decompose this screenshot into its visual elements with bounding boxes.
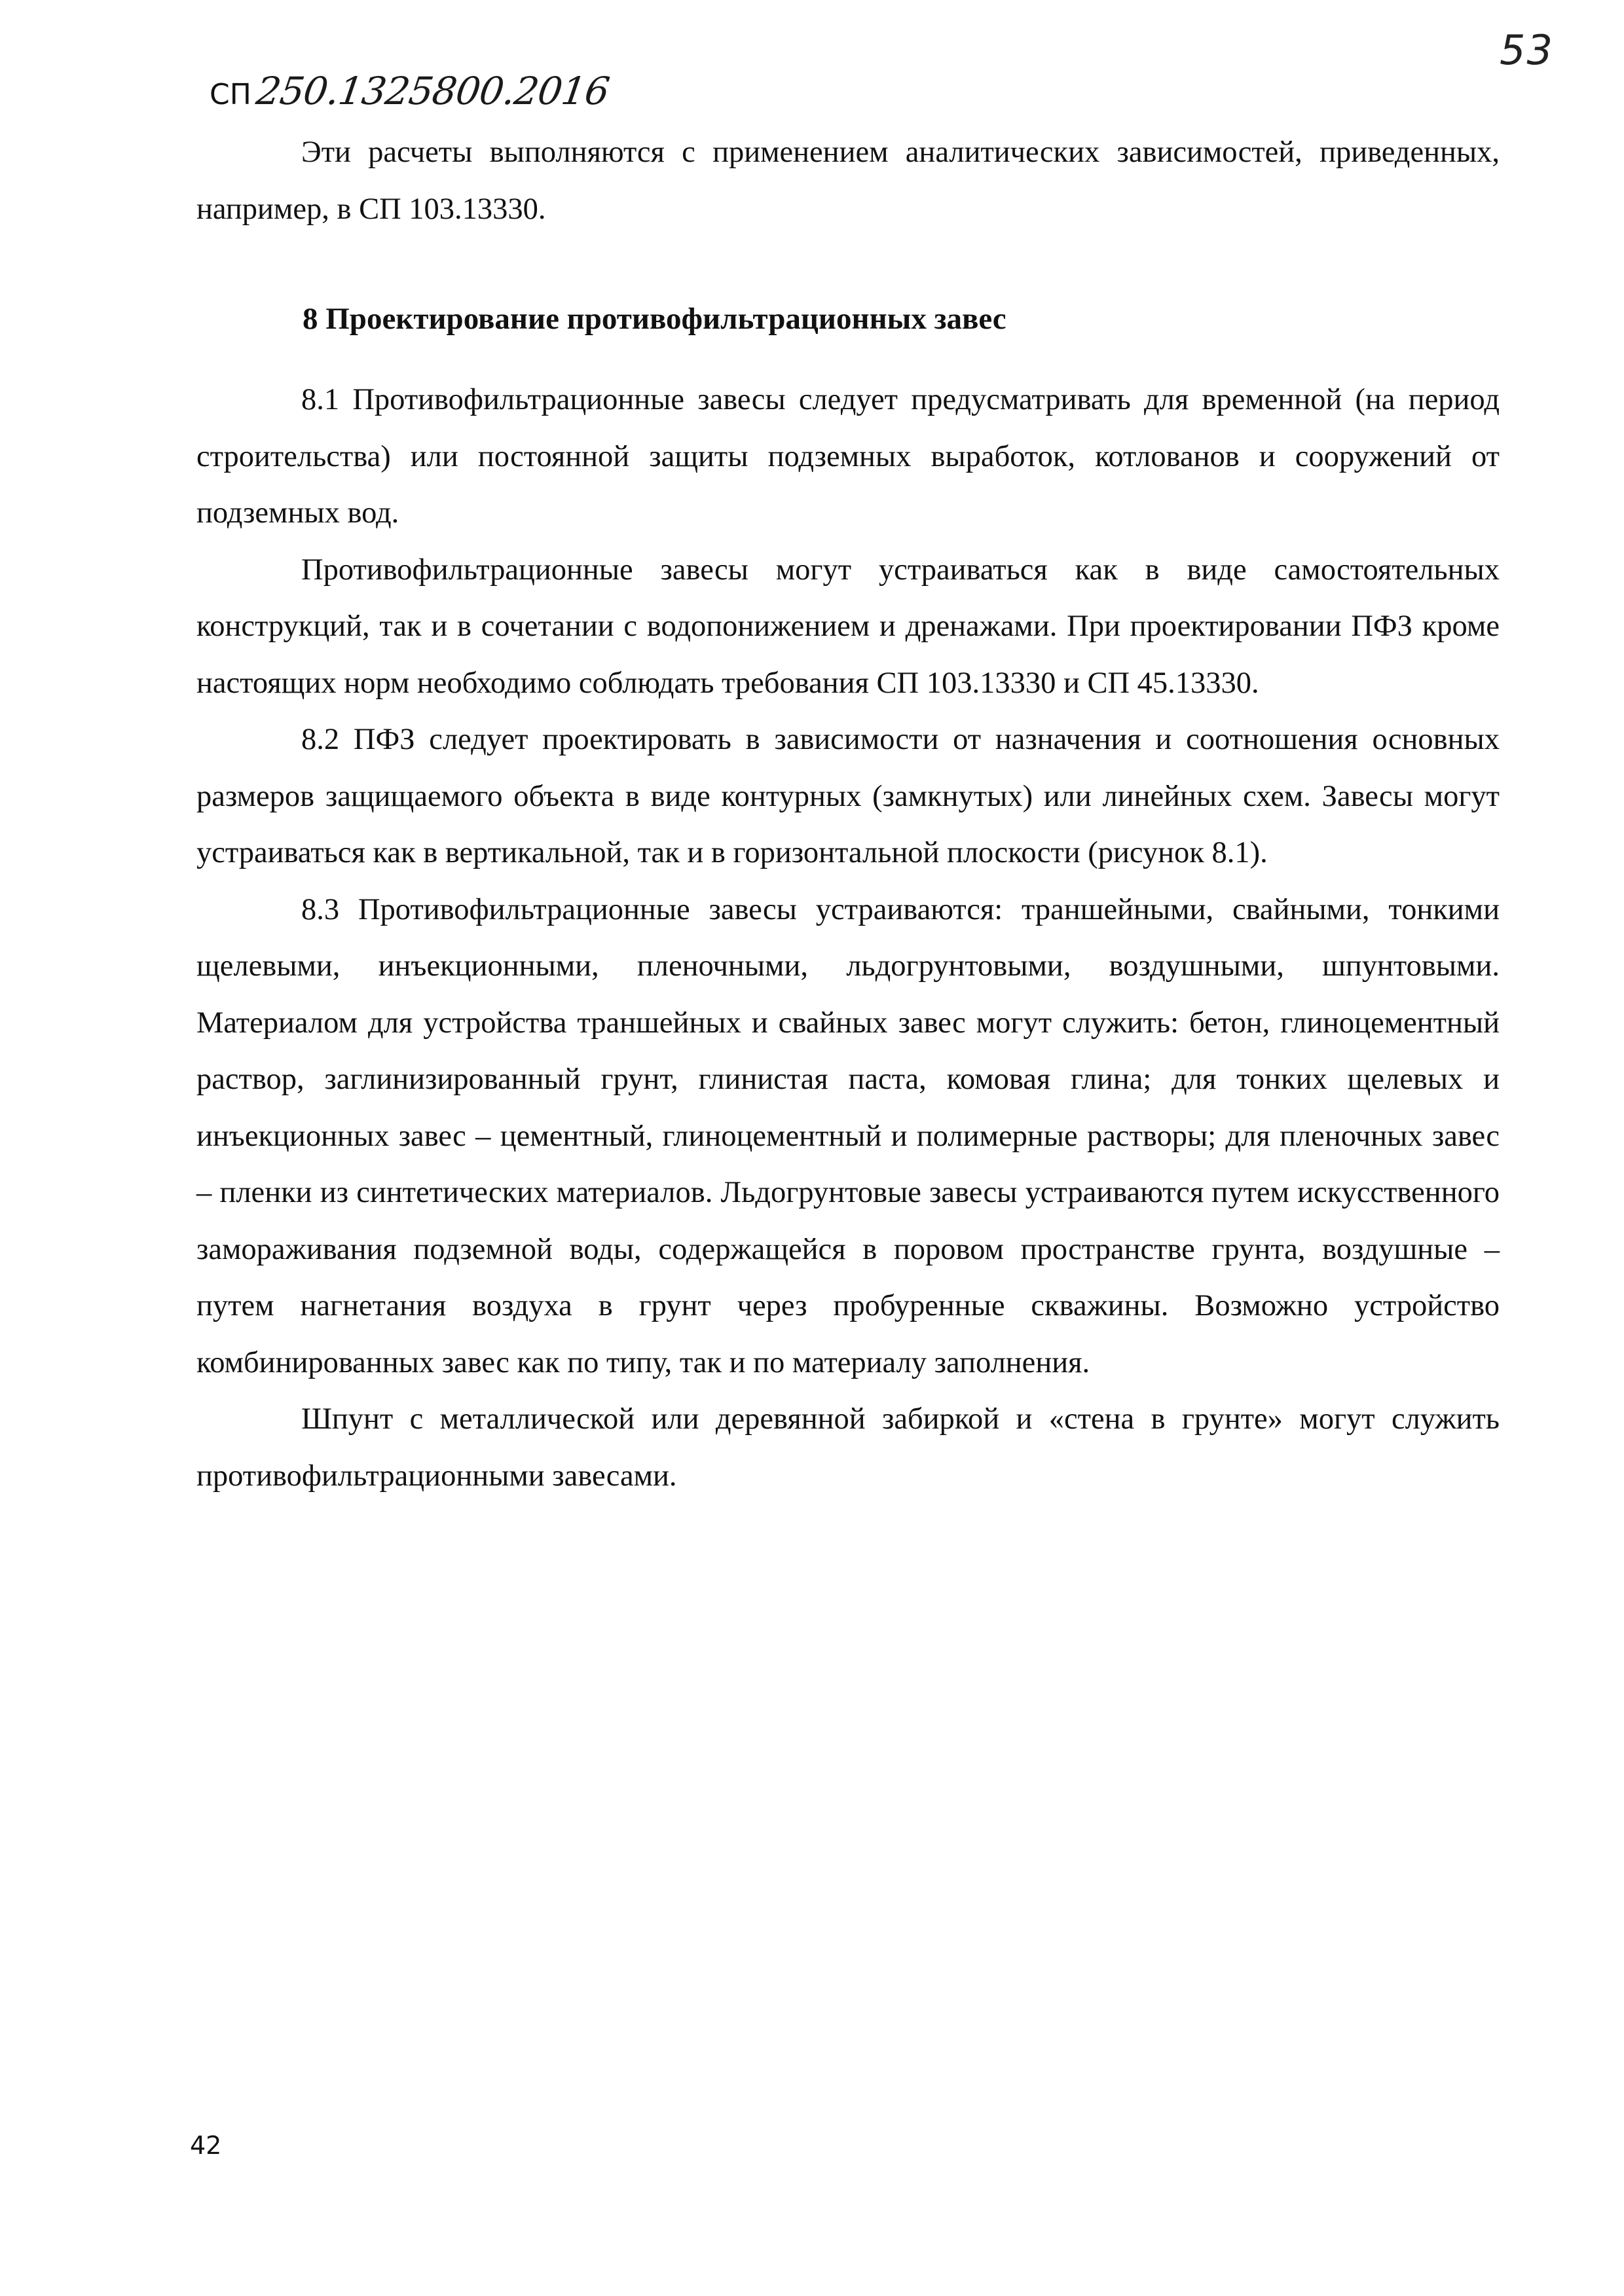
paragraph-8-1: 8.1 Противофильтрационные завесы следует предусматривать для временной (на период строительства) или постоянной защиты подземных выработок, котлованов и сооружений от подземных вод. [196,383,1500,530]
paragraph-8-2: 8.2 ПФЗ следует проектировать в зависимости от назначения и соотношения основных размеров защищаемого объекта в виде контурных (замкнутых) или линейных схем. Завесы могут устраиваться как в вертикальной, так и в горизонтальной плоскости (рисунок 8.1). [196,723,1500,869]
paragraph-8-1-continued: Противофильтрационные завесы могут устраиваться как в виде самостоятельных конструкций, так и в сочетании с водопонижением и дренажами. При проектировании ПФЗ кроме настоящих норм необходимо соблюдать требования СП 103.13330 и СП 45.13330. [196,553,1500,700]
handwritten-document-code: 250.1325800.2016 [253,69,612,113]
handwritten-sheet-number: 53 [1500,26,1554,74]
intro-block [196,124,1500,238]
section-body [196,372,1500,1504]
paragraph-sheet-piling: Шпунт с металлической или деревянной забиркой и «стена в грунте» могут служить противофильтрационными завесами. [196,1402,1500,1493]
paragraph-8-3: 8.3 Противофильтрационные завесы устраиваются: траншейными, свайными, тонкими щелевыми, инъекционными, пленочными, льдогрунтовыми, воздушными, шпунтовыми. Материалом для устройства траншейных и свайных завес могут служить: бетон, глиноцементный раствор, заглинизированный грунт, глинистая паста, комовая глина; для тонких щелевых и инъекционных завес – цементный, глиноцементный и полимерные растворы; для пленочных завес – пленки из синтетических материалов. Льдогрунтовые завесы устраиваются путем искусственного замораживания подземной воды, содержащейся в поровом пространстве грунта, воздушные – путем нагнетания воздуха в грунт через пробуренные скважины. Возможно устройство комбинированных завес как по типу, так и по материалу заполнения. [196,892,1500,1379]
intro-paragraph: Эти расчеты выполняются с применением аналитических зависимостей, приведенных, например, в СП 103.13330. [196,136,1500,226]
document-header [210,69,612,113]
document-code-prefix: СП [210,78,251,111]
page-number: 42 [190,2131,222,2160]
section-heading: 8 Проектирование противофильтрационных завес [303,302,1006,336]
